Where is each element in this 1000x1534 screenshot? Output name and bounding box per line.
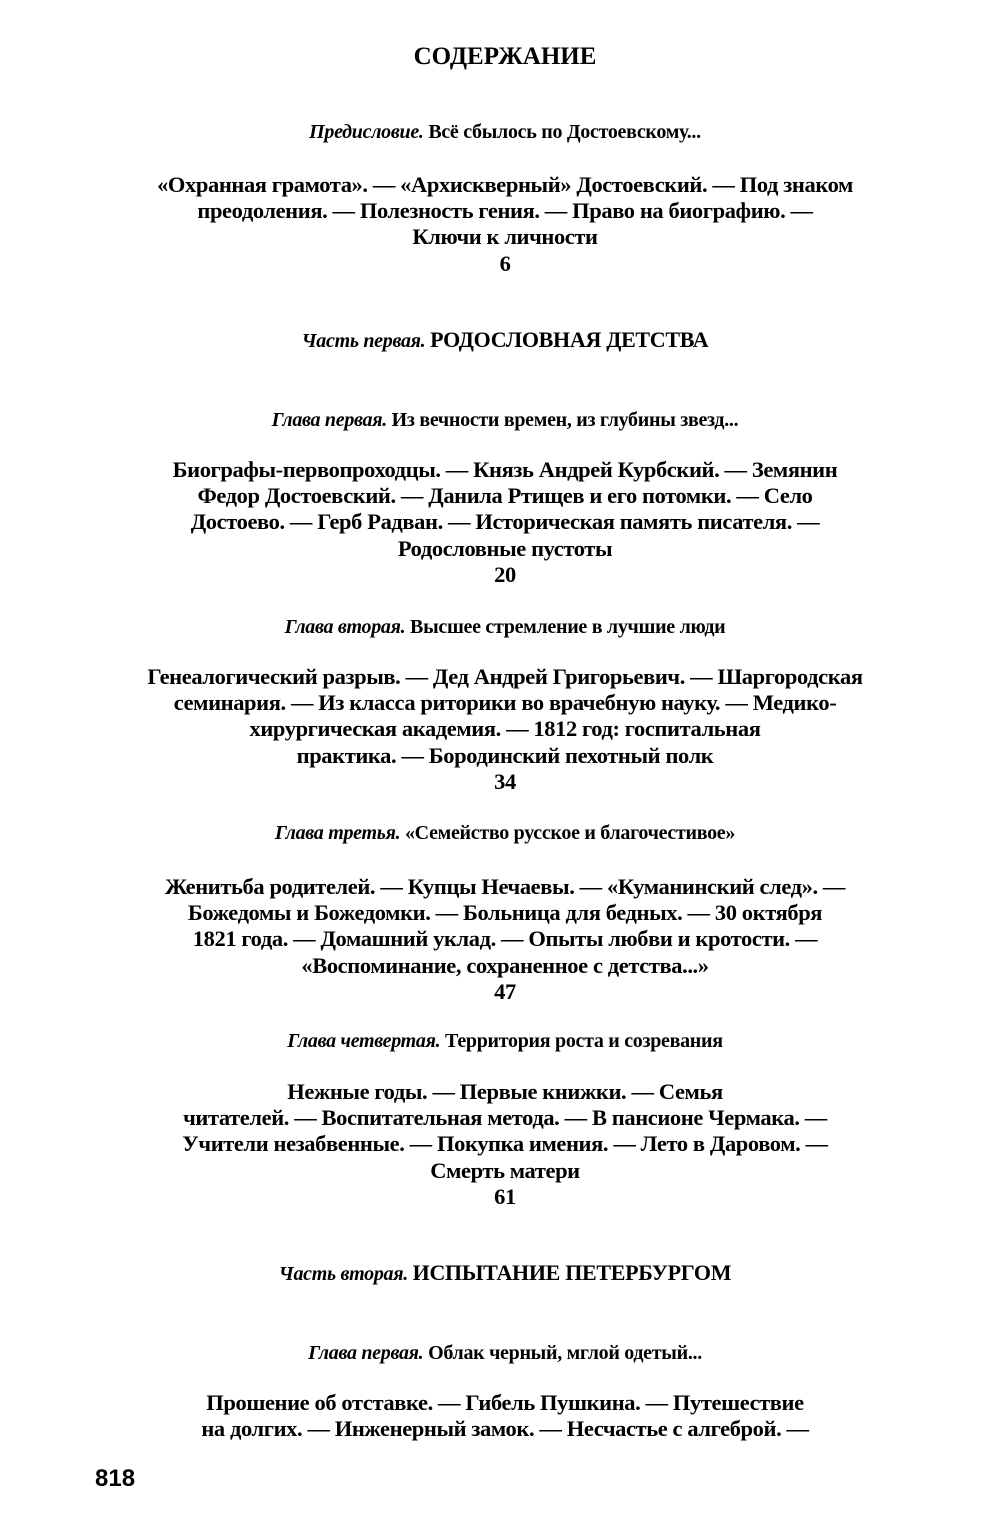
toc-chapter-summary <box>0 874 1000 1005</box>
part-label: Часть первая. <box>301 330 426 352</box>
summary-line: Ключи к личности <box>412 224 598 250</box>
summary-line: семинария. — Из класса риторики во врачебную науку. — Медико- <box>173 690 837 716</box>
summary-line: Смерть матери <box>430 1157 580 1183</box>
toc-chapter-heading <box>0 820 1000 846</box>
part-heading: РОДОСЛОВНАЯ ДЕТСТВА <box>430 327 709 352</box>
toc-heading-preface <box>0 119 1000 145</box>
toc-chapter-summary <box>0 1079 1000 1210</box>
heading-label: Предисловие. <box>309 121 424 143</box>
chapter-label: Глава третья. <box>274 822 401 844</box>
page-number: 6 <box>499 250 511 276</box>
toc-chapter-heading <box>0 1028 1000 1054</box>
summary-line: 1821 года. — Домашний уклад. — Опыты любви и кротости. — <box>192 926 818 952</box>
summary-line: Божедомы и Божедомки. — Больница для бедных. — 30 октября <box>187 900 823 926</box>
chapter-heading: Высшее стремление в лучшие люди <box>410 616 726 638</box>
toc-chapter-summary <box>0 457 1000 588</box>
toc-chapter-heading <box>0 407 1000 433</box>
summary-line: Прошение об отставке. — Гибель Пушкина. — Путешествие <box>206 1390 804 1415</box>
chapter-heading: Из вечности времен, из глубины звезд... <box>391 409 739 431</box>
page-number: 34 <box>494 768 516 794</box>
summary-line: Достоево. — Герб Радван. — Историческая память писателя. — <box>190 509 820 535</box>
page-number: 61 <box>494 1183 516 1209</box>
toc-part-2 <box>0 1260 1000 1287</box>
toc-chapter-heading <box>0 1340 1000 1366</box>
chapter-label: Глава четвертая. <box>287 1030 441 1052</box>
summary-line: Генеалогический разрыв. — Дед Андрей Григорьевич. — Шаргородская <box>147 664 863 689</box>
summary-line: Женитьба родителей. — Купцы Нечаевы. — «Куманинский след». — <box>164 874 846 899</box>
part-label: Часть вторая. <box>278 1263 408 1285</box>
toc-part-1 <box>0 327 1000 354</box>
page-number: 20 <box>494 561 516 587</box>
chapter-label: Глава вторая. <box>284 616 406 638</box>
summary-line: Нежные годы. — Первые книжки. — Семья <box>287 1079 723 1104</box>
chapter-label: Глава первая. <box>308 1342 424 1364</box>
summary-line: практика. — Бородинский пехотный полк <box>296 742 714 768</box>
part-heading: ИСПЫТАНИЕ ПЕТЕРБУРГОМ <box>412 1260 732 1285</box>
summary-line: преодоления. — Полезность гения. — Право на биографию. — <box>197 198 813 224</box>
chapter-heading: Территория роста и созревания <box>445 1030 723 1052</box>
page-number: 47 <box>494 978 516 1004</box>
folio-page-number: 818 <box>95 1465 136 1492</box>
summary-line: хирургическая академия. — 1812 год: госпитальная <box>249 716 761 742</box>
chapter-label: Глава первая. <box>271 409 387 431</box>
toc-chapter-heading <box>0 614 1000 640</box>
toc-summary-preface <box>0 172 1000 277</box>
chapter-heading: «Семейство русское и благочестивое» <box>404 822 736 844</box>
summary-line: Биографы-первопроходцы. — Князь Андрей Курбский. — Земянин <box>172 457 838 482</box>
summary-line: на долгих. — Инженерный замок. — Несчастье с алгеброй. — <box>201 1416 809 1442</box>
summary-line: Родословные пустоты <box>397 535 613 561</box>
summary-line: «Охранная грамота». — «Архискверный» Достоевский. — Под знаком <box>157 172 853 197</box>
toc-chapter-summary <box>0 1390 1000 1442</box>
summary-line: читателей. — Воспитательная метода. — В пансионе Чермака. — <box>183 1105 827 1131</box>
summary-line: Учители незабвенные. — Покупка имения. — Лето в Даровом. — <box>182 1131 828 1157</box>
chapter-heading: Облак черный, мглой одетый... <box>428 1342 702 1364</box>
toc-chapter-summary <box>0 664 1000 795</box>
page-title: СОДЕРЖАНИЕ <box>413 43 597 70</box>
summary-line: «Воспоминание, сохраненное с детства...» <box>301 952 709 978</box>
summary-line: Федор Достоевский. — Данила Ртищев и его потомки. — Село <box>197 483 813 509</box>
heading-text: Всё сбылось по Достоевскому... <box>428 121 701 143</box>
